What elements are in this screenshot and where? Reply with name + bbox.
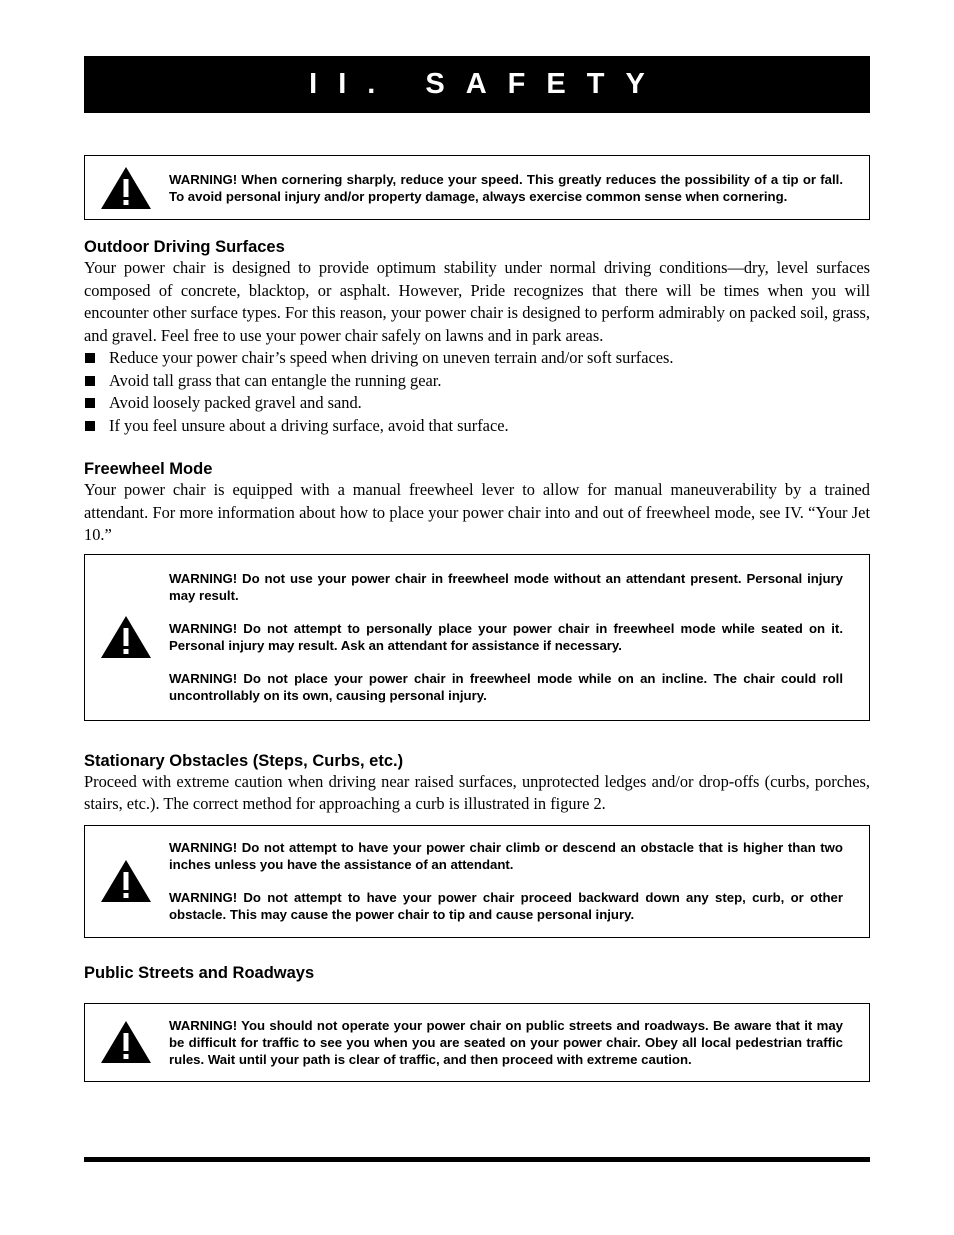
footer-rule [84, 1157, 870, 1162]
section-title: II. SAFETY [309, 68, 666, 100]
warning-text: WARNING! Do not place your power chair in freewheel mode while on an incline. The chair could roll uncontrollably on its own, causing personal injury. [169, 671, 843, 703]
warning-triangle-icon [99, 614, 153, 660]
warning-box-freewheel [84, 554, 870, 721]
outdoor-body: Your power chair is designed to provide optimum stability under normal driving conditions—dry, level surfaces composed of concrete, blacktop, or asphalt. However, Pride recognizes that there will be times when you will encounter other surface types. For this reason, your power chair is designed to perform admirably on packed soil, grass, and gravel. Feel free to use your power chair safely on lawns and in park areas. [84, 258, 870, 345]
warning-text: WARNING! You should not operate your power chair on public streets and roadways. Be aware that it may be difficult for traffic to see you when you are seated on your power chair. Obey all local pedestrian traffic rules. Wait until your path is clear of traffic, and then proceed with extreme caution. [169, 1017, 843, 1067]
warning-triangle-icon [99, 165, 153, 211]
outdoor-bullet-list [84, 347, 870, 437]
heading-stationary-obstacles: Stationary Obstacles (Steps, Curbs, etc.) [84, 751, 404, 770]
warning-triangle-icon [99, 1019, 153, 1065]
obstacles-body: Proceed with extreme caution when driving near raised surfaces, unprotected ledges and/or drop-offs (curbs, porches, stairs, etc.). The correct method for approaching a curb is illustrated in figure 2. [84, 771, 870, 813]
warning-text: WARNING! Do not attempt to personally place your power chair in freewheel mode while seated on it. Personal injury may result. Ask an attendant for assistance if necessary. [169, 621, 843, 653]
warning-box-obstacles [84, 825, 870, 938]
freewheel-body: Your power chair is equipped with a manual freewheel lever to allow for manual maneuverability by a trained attendant. For more information about how to place your power chair into and out of freewheel mode, see IV. “Your Jet 10.” [84, 480, 870, 544]
bullet-square-icon [85, 376, 95, 386]
heading-outdoor-driving-surfaces: Outdoor Driving Surfaces [84, 238, 285, 256]
heading-freewheel-mode: Freewheel Mode [84, 460, 213, 478]
list-item: If you feel unsure about a driving surface, avoid that surface. [84, 415, 870, 438]
warning-box-streets [84, 1003, 870, 1082]
warning-text: WARNING! When cornering sharply, reduce your speed. This greatly reduces the possibility of a tip or fall. To avoid personal injury and/or property damage, always exercise common sense when cornering. [169, 171, 843, 204]
list-item: Avoid loosely packed gravel and sand. [84, 392, 870, 415]
bullet-square-icon [85, 398, 95, 408]
warning-text: WARNING! Do not use your power chair in freewheel mode without an attendant present. Personal injury may result. [169, 571, 843, 603]
bullet-square-icon [85, 353, 95, 363]
warning-text: WARNING! Do not attempt to have your power chair climb or descend an obstacle that is higher than two inches unless you have the assistance of an attendant. [169, 840, 843, 872]
page [84, 56, 870, 1082]
warning-text: WARNING! Do not attempt to have your power chair proceed backward down any step, curb, or other obstacle. This may cause the power chair to tip and cause personal injury. [169, 890, 843, 922]
warning-triangle-icon [99, 858, 153, 904]
list-item: Avoid tall grass that can entangle the running gear. [84, 370, 870, 393]
bullet-square-icon [85, 421, 95, 431]
heading-public-streets: Public Streets and Roadways [84, 963, 315, 982]
warning-box-cornering [84, 155, 870, 220]
list-item: Reduce your power chair’s speed when driving on uneven terrain and/or soft surfaces. [84, 347, 870, 370]
section-banner [84, 56, 870, 113]
